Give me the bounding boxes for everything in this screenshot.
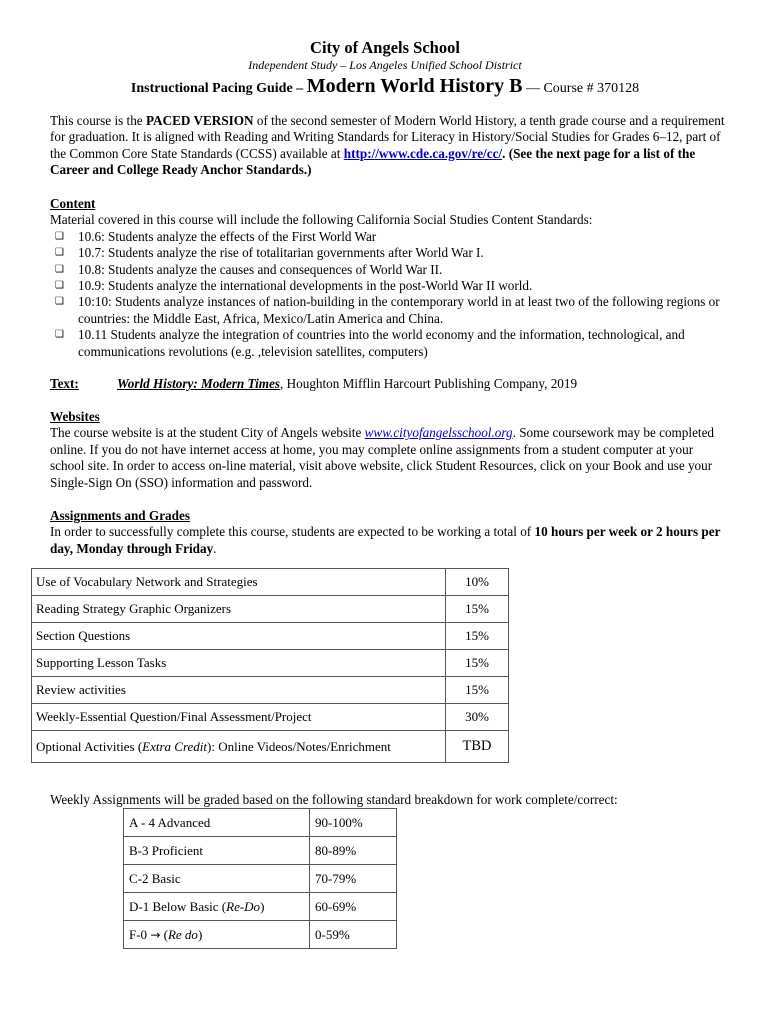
content-heading: Content [50,196,96,211]
category-cell: Supporting Lesson Tasks [32,650,446,677]
list-item [50,278,730,294]
checkbox-bullet-icon: ❑ [55,280,64,292]
category-cell: Review activities [32,677,446,704]
intro-paragraph [50,113,730,179]
grade-text: ) [197,926,203,942]
optional-label-pre: Optional Activities ( [36,738,143,754]
standard-text: 10.9: Students analyze the international developments in the post-World War II world. [78,278,533,294]
course-heading [0,75,770,98]
text-label: Text: [50,376,79,391]
grade-scale-table [123,808,397,949]
range-cell: 70-79% [310,865,397,893]
ccss-link[interactable]: http://www.cde.ca.gov/re/cc/ [343,145,503,161]
range-cell: 90-100% [310,809,397,837]
intro-text-2: of the second semester of Modern World History, a tenth grade course and a requirement for graduation. It is aligned with Reading and Writing Standards for Literacy in History/Social Studies for Grades 6–12, part of the Common Core State Standards (CCSS) available at [50,113,725,161]
grade-italic: Re do [167,926,198,942]
intro-bold: PACED VERSION [145,113,254,128]
category-cell: Section Questions [32,623,446,650]
assignments-text-2: . [213,540,217,556]
school-name: City of Angels School [310,38,460,57]
grade-cell [124,893,310,921]
weight-cell: 10% [446,569,509,596]
list-item [50,294,730,327]
school-website-link[interactable]: www.cityofangelsschool.org [364,425,513,441]
assignments-bold: 10 hours per week or 2 hours per day, Monday through Friday [50,524,721,556]
grade-text: ) [260,898,265,914]
grade-text: ( [160,926,168,942]
intro-text-3: . (See the next page for a list of the Career and College Ready Anchor Standards.) [50,145,696,178]
checkbox-bullet-icon: ❑ [55,263,64,275]
table-row [32,650,509,677]
category-cell: Reading Strategy Graphic Organizers [32,596,446,623]
arrow-right-icon: → [150,927,161,942]
weekly-note: Weekly Assignments will be graded based on the following standard breakdown for work complete/correct: [50,792,618,807]
table-row [124,837,397,865]
standard-text: 10.8: Students analyze the causes and consequences of World War II. [78,261,443,277]
intro-text-1: This course is the [50,113,146,128]
table-row [32,677,509,704]
standard-text: 10:10: Students analyze instances of nation-building in the contemporary world in at least two of the following regions or countries: the Middle East, Africa, Mexico/Latin America and China. [78,294,720,326]
guide-prefix: Instructional Pacing Guide – [130,81,307,96]
textbook-publisher: , Houghton Mifflin Harcourt Publishing Company, 2019 [280,376,578,391]
standard-text: 10.11 Students analyze the integration of countries into the world economy and the information, technological, and communications revolutions (e.g. ,television satellites, computers) [78,327,685,359]
table-row [124,809,397,837]
content-lead: Material covered in this course will include the following California Social Studies Content Standards: [50,212,593,228]
grade-cell: A - 4 Advanced [124,809,310,837]
list-item [50,327,730,360]
school-subtitle: Independent Study – Los Angeles Unified School District [248,58,522,72]
list-item [50,245,730,261]
table-row [32,623,509,650]
category-cell: Use of Vocabulary Network and Strategies [32,569,446,596]
range-cell: 60-69% [310,893,397,921]
assignments-heading: Assignments and Grades [50,508,190,523]
text-section [50,376,730,392]
textbook-title: World History: Modern Times [117,376,281,391]
grade-weights-table [31,568,509,763]
weight-cell: 15% [446,650,509,677]
weight-cell: 15% [446,623,509,650]
standards-list [50,229,730,360]
checkbox-bullet-icon: ❑ [55,230,64,242]
table-row [32,596,509,623]
weight-cell: TBD [446,731,509,763]
optional-label-post: ): Online Videos/Notes/Enrichment [207,738,391,754]
range-cell: 0-59% [310,921,397,949]
grade-text: F-0 [129,926,151,942]
websites-paragraph [50,425,730,491]
websites-text-1: The course website is at the student City of Angels website [50,425,365,441]
standard-text: 10.6: Students analyze the effects of the First World War [78,228,377,244]
assignments-paragraph [50,524,730,557]
table-row [124,865,397,893]
table-row [124,921,397,949]
checkbox-bullet-icon: ❑ [55,329,64,341]
range-cell: 80-89% [310,837,397,865]
weight-cell: 30% [446,704,509,731]
list-item [50,262,730,278]
standard-text: 10.7: Students analyze the rise of totalitarian governments after World War I. [78,245,484,261]
weight-cell: 15% [446,596,509,623]
assignments-section [50,508,730,557]
websites-section [50,409,730,491]
category-cell: Weekly-Essential Question/Final Assessment/Project [32,704,446,731]
checkbox-bullet-icon: ❑ [55,247,64,259]
assignments-text-1: In order to successfully complete this course, students are expected to be working a total of [50,524,535,540]
grade-cell: C-2 Basic [124,865,310,893]
grade-italic: Re-Do [226,898,261,914]
table-row [32,704,509,731]
table-row [32,569,509,596]
table-row [124,893,397,921]
websites-heading: Websites [50,409,100,424]
grade-cell [124,921,310,949]
weight-cell: 15% [446,677,509,704]
content-section [50,196,730,360]
grade-text: D-1 Below Basic ( [129,898,227,914]
category-cell [32,731,446,763]
table-row [32,731,509,763]
checkbox-bullet-icon: ❑ [55,296,64,308]
list-item [50,229,730,245]
course-title: Modern World History B [306,75,523,97]
websites-text-2: . Some coursework may be completed online. If you do not have internet access at home, you may complete online assignments from a student computer at your school site. In order to access on-line material, visit above website, click Student Resources, click on your Book and use your Single-Sign On (SSO) information and password. [50,425,715,490]
course-number: — Course # 370128 [522,81,640,96]
grade-cell: B-3 Proficient [124,837,310,865]
optional-label-italic: Extra Credit [142,738,208,754]
